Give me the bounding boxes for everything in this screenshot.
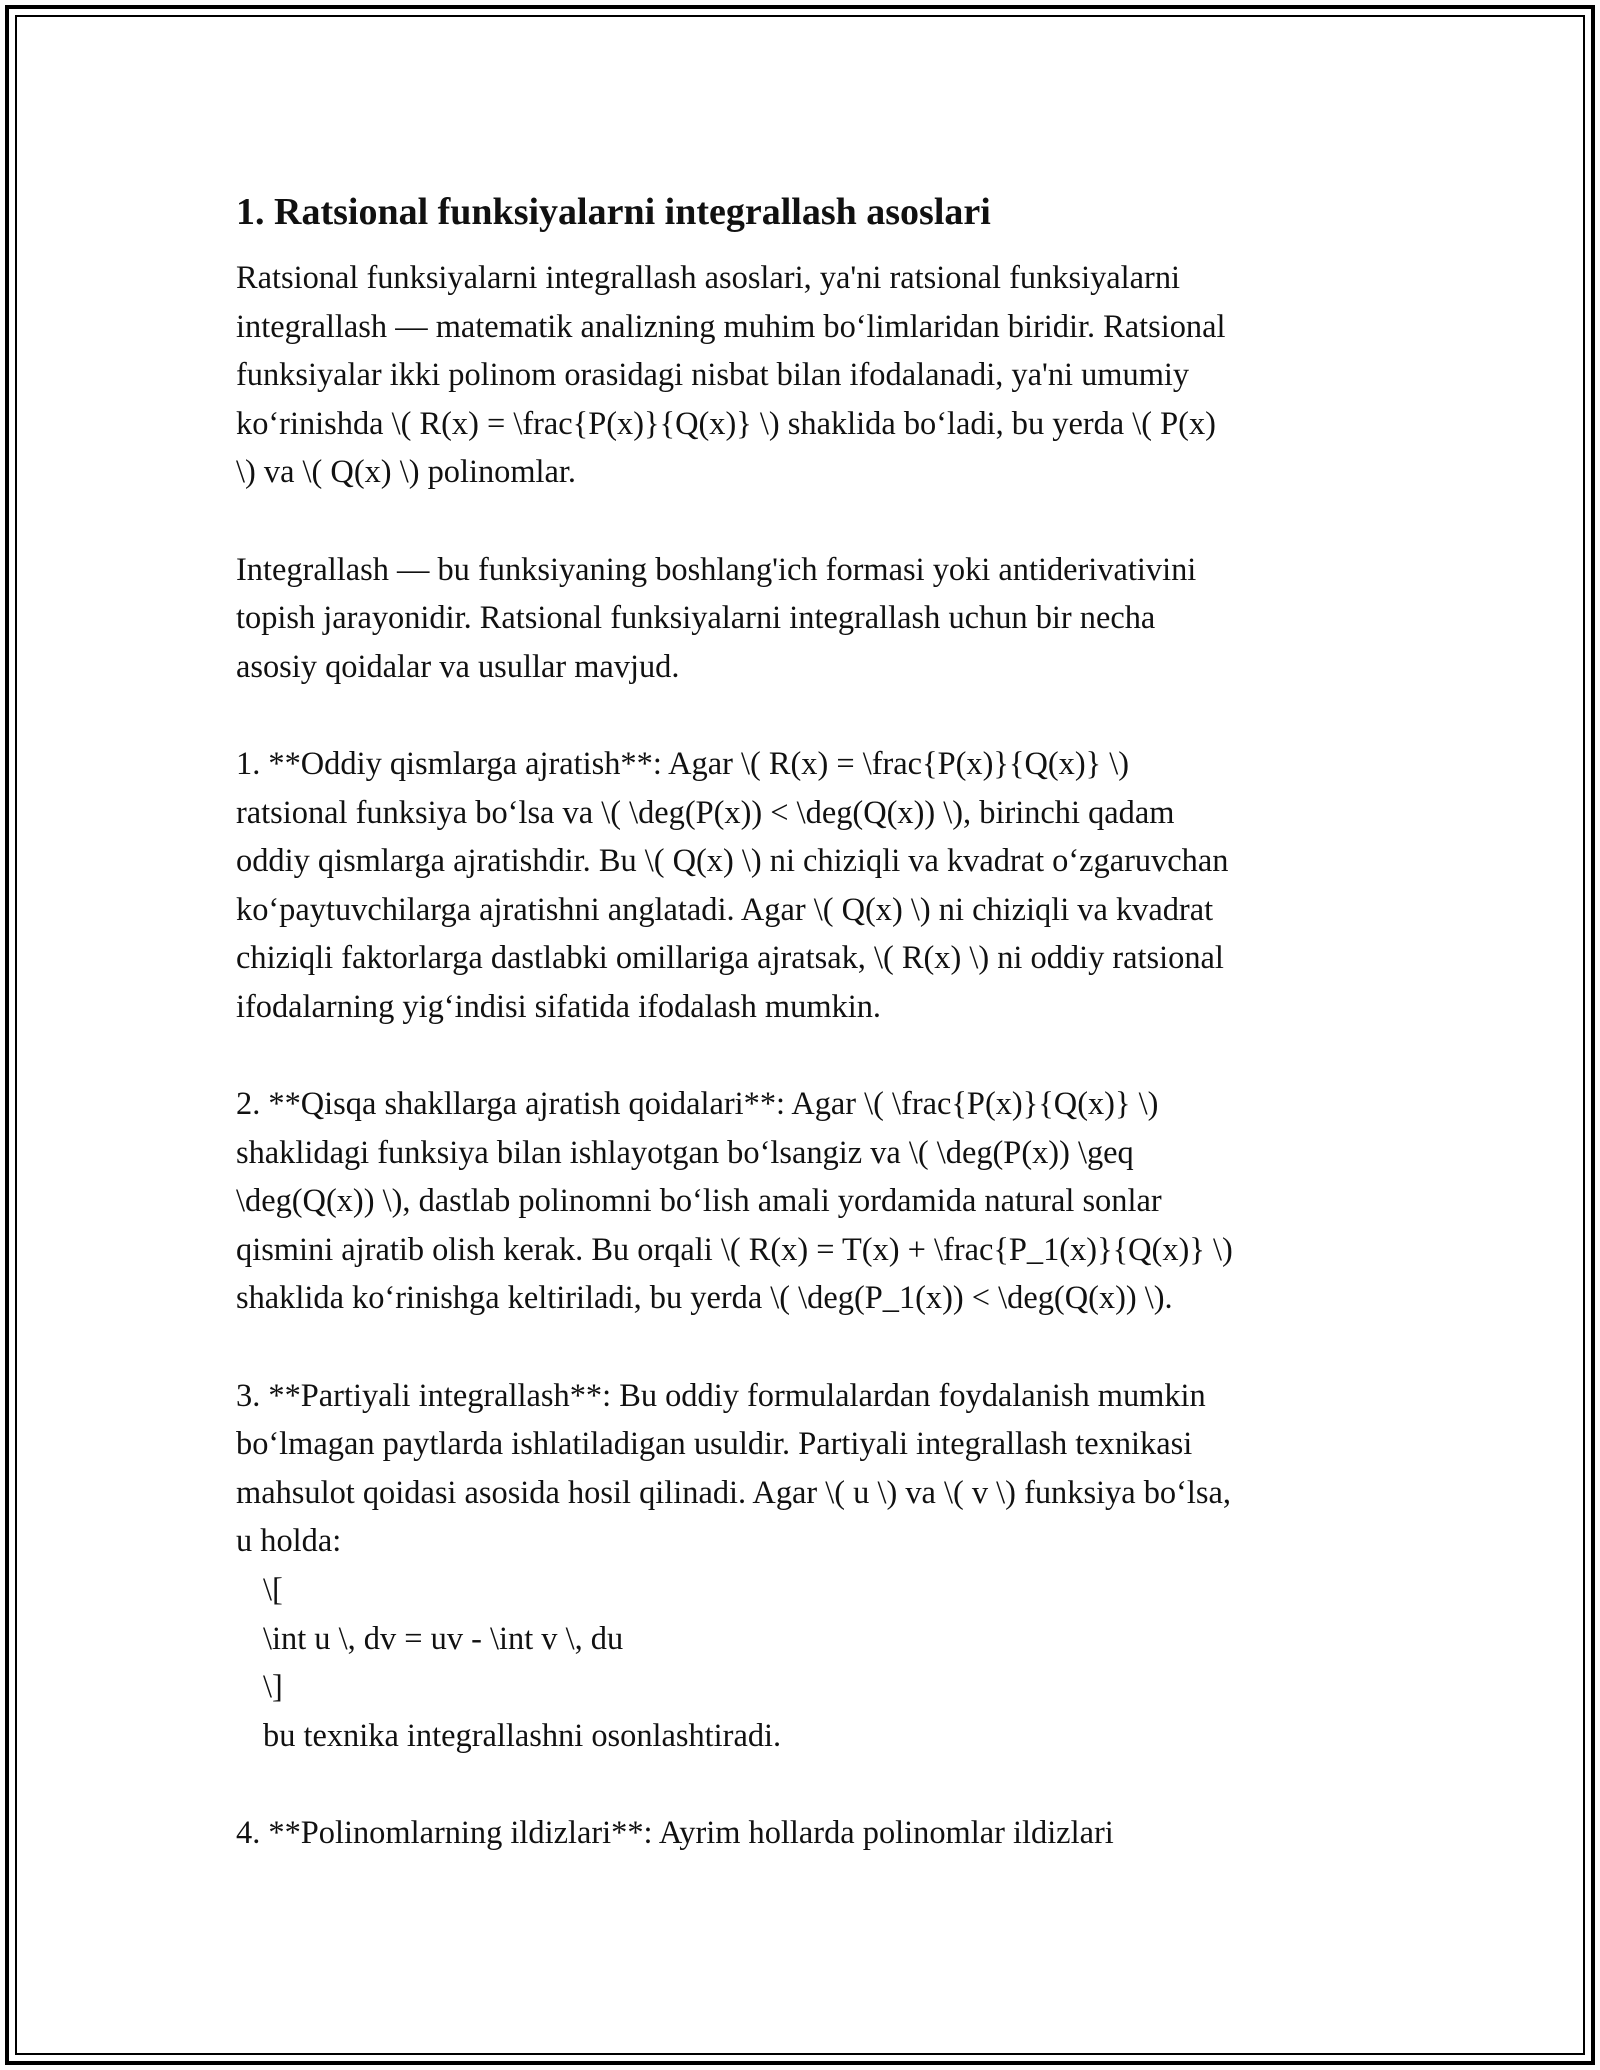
paragraph-integration — [236, 546, 1376, 692]
paragraph-gap — [236, 1760, 1376, 1809]
formula-line: \[ — [263, 1572, 283, 1609]
text-line: ratsional funksiya bo‘lsa va \( \deg(P(x)) < \deg(Q(x)) \), birinchi qadam — [236, 794, 1175, 831]
text-line: mahsulot qoidasi asosida hosil qilinadi. Agar \( u \) va \( v \) funksiya bo‘lsa, — [236, 1474, 1231, 1511]
text-line: bo‘lmagan paytlarda ishlatiladigan usuldir. Partiyali integrallash texnikasi — [236, 1426, 1193, 1463]
text-line: ifodalarning yig‘indisi sifatida ifodalash mumkin. — [236, 988, 881, 1025]
text-line: chiziqli faktorlarga dastlabki omillariga ajratsak, \( R(x) \) ni oddiy ratsional — [236, 940, 1224, 977]
text-line: 3. **Partiyali integrallash**: Bu oddiy formulalardan foydalanish mumkin — [236, 1377, 1206, 1414]
text-line: ko‘rinishda \( R(x) = \frac{P(x)}{Q(x)} \) shaklida bo‘ladi, bu yerda \( P(x) — [236, 405, 1216, 442]
text-line: ko‘paytuvchilarga ajratishni anglatadi. Agar \( Q(x) \) ni chiziqli va kvadrat — [236, 891, 1214, 928]
document-body — [236, 254, 1376, 1858]
section-heading: 1. Ratsional funksiyalarni integrallash asoslari — [236, 191, 991, 233]
paragraph-item-1 — [236, 740, 1376, 1032]
text-line: integrallash — matematik analizning muhim bo‘limlaridan biridir. Ratsional — [236, 308, 1226, 345]
text-line: 4. **Polinomlarning ildizlari**: Ayrim hollarda polinomlar ildizlari — [236, 1815, 1114, 1851]
paragraph-gap — [236, 497, 1376, 546]
text-line: \deg(Q(x)) \), dastlab polinomni bo‘lish amali yordamida natural sonlar — [236, 1183, 1162, 1220]
text-line: shaklidagi funksiya bilan ishlayotgan bo‘lsangiz va \( \deg(P(x)) \geq — [236, 1134, 1134, 1171]
text-line: u holda: — [236, 1523, 342, 1560]
paragraph-gap — [236, 1323, 1376, 1372]
text-line: asosiy qoidalar va usullar mavjud. — [236, 648, 680, 685]
text-line: 2. **Qisqa shakllarga ajratish qoidalari**: Agar \( \frac{P(x)}{Q(x)} \) — [236, 1086, 1159, 1123]
text-line: Ratsional funksiyalarni integrallash asoslari, ya'ni ratsional funksiyalarni — [236, 260, 1181, 296]
paragraph-item-3 — [236, 1372, 1376, 1761]
paragraph-intro — [236, 254, 1376, 497]
text-line: shaklida ko‘rinishga keltiriladi, bu yerda \( \deg(P_1(x)) < \deg(Q(x)) \). — [236, 1280, 1173, 1317]
text-line: \) va \( Q(x) \) polinomlar. — [236, 454, 577, 491]
paragraph-item-4 — [236, 1809, 1376, 1858]
document-page — [236, 184, 1376, 1858]
text-line: oddiy qismlarga ajratishdir. Bu \( Q(x) \) ni chiziqli va kvadrat o‘zgaruvchan — [236, 843, 1229, 880]
text-line: qismini ajratib olish kerak. Bu orqali \( R(x) = T(x) + \frac{P_1(x)}{Q(x)} \) — [236, 1231, 1233, 1268]
paragraph-gap — [236, 1032, 1376, 1081]
paragraph-gap — [236, 691, 1376, 740]
text-line: 1. **Oddiy qismlarga ajratish**: Agar \( R(x) = \frac{P(x)}{Q(x)} \) — [236, 745, 1130, 782]
text-line: funksiyalar ikki polinom orasidagi nisbat bilan ifodalanadi, ya'ni umumiy — [236, 357, 1190, 394]
text-line: Integrallash — bu funksiyaning boshlang'ich formasi yoki antiderivativini — [236, 551, 1197, 588]
formula-line: \int u \, dv = uv - \int v \, du — [263, 1620, 624, 1657]
formula-line: \] — [263, 1669, 283, 1706]
text-line: topish jarayonidir. Ratsional funksiyalarni integrallash uchun bir necha — [236, 600, 1156, 637]
text-line: bu texnika integrallashni osonlashtiradi. — [263, 1717, 782, 1754]
paragraph-item-2 — [236, 1080, 1376, 1323]
